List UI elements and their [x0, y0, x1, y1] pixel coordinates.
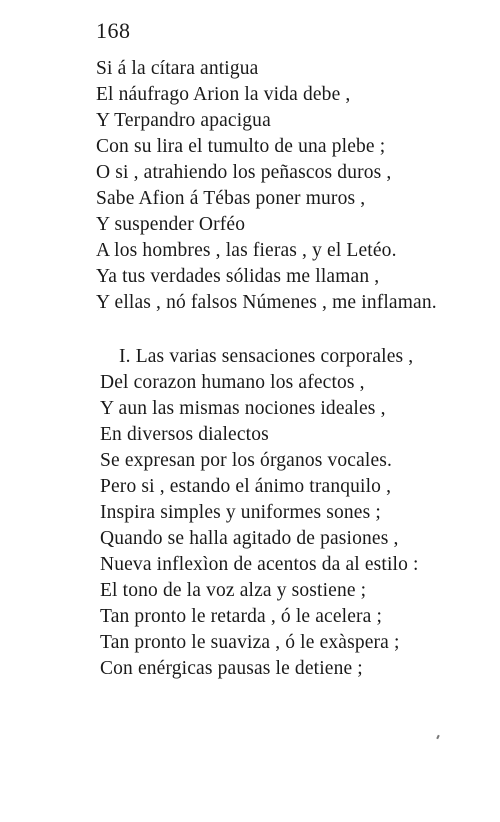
verse-line: Pero si , estando el ánimo tranquilo , — [100, 476, 392, 497]
verse-line: Ya tus verdades sólidas me llaman , — [96, 266, 380, 287]
verse-line: Con enérgicas pausas le detiene ; — [100, 658, 363, 679]
paper-speck — [436, 735, 440, 739]
verse-line: Sabe Afion á Tébas poner muros , — [96, 188, 366, 209]
verse-line: Del corazon humano los afectos , — [100, 372, 365, 393]
verse-line: Tan pronto le retarda , ó le acelera ; — [100, 606, 383, 627]
verse-line: Y ellas , nó falsos Númenes , me inflaman. — [96, 292, 437, 313]
verse-line: Y aun las mismas nociones ideales , — [100, 398, 386, 419]
page-number: 168 — [96, 18, 131, 43]
verse-line: A los hombres , las fieras , y el Letéo. — [96, 240, 397, 261]
verse-line: En diversos dialectos — [100, 424, 269, 445]
verse-line: O si , atrahiendo los peñascos duros , — [96, 162, 392, 183]
verse-line: El náufrago Arion la vida debe , — [96, 84, 351, 105]
verse-line: Tan pronto le suaviza , ó le exàspera ; — [100, 632, 400, 653]
verse-line: Nueva inflexìon de acentos da al estilo : — [100, 554, 419, 575]
verse-line: Si á la cítara antigua — [96, 58, 259, 79]
verse-line: Quando se halla agitado de pasiones , — [100, 528, 399, 549]
verse-line: Se expresan por los órganos vocales. — [100, 450, 393, 471]
verse-line-first: I. Las varias sensaciones corporales , — [119, 346, 414, 367]
verse-line: Y Terpandro apacigua — [96, 110, 271, 131]
verse-line: Y suspender Orféo — [96, 214, 246, 235]
verse-line: Inspira simples y uniformes sones ; — [100, 502, 381, 523]
verse-line: Con su lira el tumulto de una plebe ; — [96, 136, 386, 157]
verse-line: El tono de la voz alza y sostiene ; — [100, 580, 367, 601]
